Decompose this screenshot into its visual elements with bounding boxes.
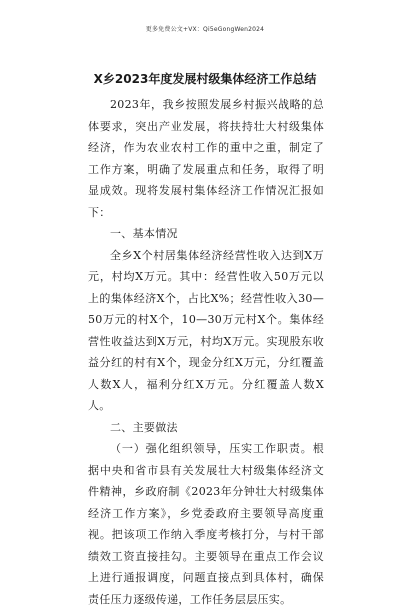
methods-paragraph: （一）强化组织领导，压实工作职责。根据中央和省市县有关发展壮大村级集体经济文件精神，乡政府制《2023年分钟壮大村级集体经济工作方案》，乡党委政府主要领导高度重视。把该项工作纳入季度考核打分，与村干部绩效工资直接挂勾。主要领导在重点工作会议上进行通报调度，问题直接点到具体村，确保责任压力逐级传递，工作任务层层压实。 [88, 442, 324, 606]
document-title: X乡2023年度发展村级集体经济工作总结 [93, 72, 317, 86]
basic-situation-paragraph: 全乡X个村居集体经济经营性收入达到X万元，村均X万元。其中：经营性收入50万元以上的集体经济X个，占比X%；经营性收入30—50万元的村X个，10—30万元村X个。集体经营性收益达到X万元，村均X万元。实现股东收益分红的村有X个，现金分红X万元，分红覆盖人数X人，福利分红X万元。分红覆盖人数X人。 [88, 248, 324, 412]
header-note: 更多免费公文+VX：Qi5eGongWen2024 [145, 26, 265, 33]
intro-paragraph: 2023年，我乡按照发展乡村振兴战略的总体要求，突出产业发展，将扶持壮大村级集体经济，作为农业农村工作的重中之重，制定了工作方案，明确了发展重点和任务，取得了明显成效。现将发展村集体经济工作情况汇报如下： [88, 98, 324, 219]
section-heading-methods: 二、主要做法 [110, 420, 178, 434]
section-heading-basic: 一、基本情况 [110, 227, 178, 240]
document-body [88, 94, 324, 610]
